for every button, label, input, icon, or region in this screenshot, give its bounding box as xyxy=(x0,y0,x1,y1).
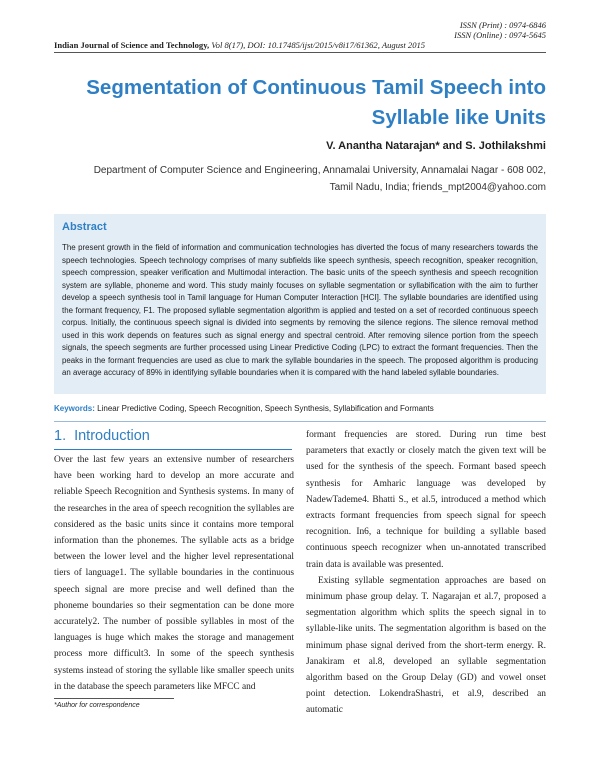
abstract-text: The present growth in the field of information and communication technologies has diverted the focus of many researchers towards the speech technologies. Speech technology comprises of many subfields like speech synthesis, speech recognition, speaker recognition, speech compression, speaker verification and Multimodal interaction. The basic units of the speech synthesis and speech recognition system are syllable, phoneme and word. This study mainly focuses on syllable segmentation or syllabification with the aim to further develop a speech synthesis tool in Tamil language for Human Computer Interaction [HCI]. The syllable boundaries are identified using the formant frequency, F1. The proposed syllable segmentation algorithm is applied and tested on a set of recorded continuous speech corpus. Initially, the continuous speech signal is divided into segments by removing the silence regions. The silence removal method used in this work depends on features such as signal energy and spectral centroid. After removing silence portion from the speech signals, the speech segments are further processed using Linear Predictive Coding (LPC) to extract the formant frequencies. Then the peaks in the formant frequencies are used as clue to mark the syllable boundaries in the speech. The proposed algorithm is producing an average accuracy of 89% in identifying syllable boundaries when it is compared with the hand labeled syllable boundaries. xyxy=(62,243,538,378)
title-line-2: Syllable like Units xyxy=(371,106,546,129)
footnote-divider xyxy=(54,698,174,699)
title-line-1: Segmentation of Continuous Tamil Speech into xyxy=(86,76,546,99)
keywords xyxy=(54,404,546,413)
intro-paragraph-1: formant frequencies are stored. During run time best parameters that exactly or closely match the given text will be used for the synthesis of the speech. Formant based speech synthesis for Amharic language was developed by NadewTademe4. Bhatti S., et al.5, introduced a method which extracts formant frequencies from speech signal for speech recognition. In6, a technique for building a syllable based continuous speech recognizer when un-annotated transcribed train data is available was presented. xyxy=(306,430,546,570)
section-heading-introduction xyxy=(54,428,150,444)
footnote: *Author for correspondence xyxy=(54,702,140,709)
issn-online: ISSN (Online) : 0974-5645 xyxy=(454,30,546,40)
keywords-text: Linear Predictive Coding, Speech Recognition, Speech Synthesis, Syllabification and Formants xyxy=(97,404,434,413)
section-title: Introduction xyxy=(74,428,150,444)
header-divider xyxy=(54,52,546,53)
journal-name: Indian Journal of Science and Technology, xyxy=(54,40,210,50)
affiliation-line-1: Department of Computer Science and Engineering, Annamalai University, Annamalai Nagar - 608 002, xyxy=(93,165,546,176)
keywords-label: Keywords: xyxy=(54,404,95,413)
intro-paragraph-2: Existing syllable segmentation approaches are based on minimum phase group delay. T. Nagarajan et al.7, proposed a segmentation algorithm which splits the speech signal in to syllable-like units. The segmentation algorithm is based on the minimum phase signal derived from the short-term energy. R. Janakiram et al.8, developed an syllable segmentation algorithm based on the Group Delay (GD) and vowel onset point detection. LokendraShastri, et al.9, described an automatic xyxy=(306,575,546,716)
section-divider xyxy=(54,449,292,450)
abstract-heading: Abstract xyxy=(62,221,107,233)
affiliation xyxy=(54,162,546,196)
intro-right-column xyxy=(306,427,546,719)
abstract-box xyxy=(54,214,546,394)
issn-block xyxy=(454,20,546,40)
affiliation-line-2: Tamil Nadu, India; friends_mpt2004@yahoo.com xyxy=(329,182,546,193)
journal-citation xyxy=(54,40,546,50)
keywords-divider xyxy=(54,421,546,422)
paper-title xyxy=(54,73,546,133)
intro-left-column: Over the last few years an extensive number of researchers have been working hard to develop an more accurate and reliable Speech Recognition and Synthesis systems. In many of the researches in the area of speech recognition the syllables are considered as the basic units since it contains more temporal information than the phonemes. The syllable acts as a bridge between the lower level and the higher level representational tiers of language1. The syllable boundaries in the continuous speech signal are more precise and well defined than the phoneme boundaries so their segmentation can be done more accurately2. The number of possible syllables in most of the languages is huge which makes the storage and management process more difficult3. In some of the speech synthesis systems instead of storing the syllable like smaller speech units in the database the speech parameters like MFCC and xyxy=(54,455,294,692)
issn-print: ISSN (Print) : 0974-6846 xyxy=(459,20,546,30)
section-number: 1. xyxy=(54,428,67,444)
author-list: V. Anantha Natarajan* and S. Jothilakshmi xyxy=(326,140,546,152)
journal-details: Vol 8(17), DOI: 10.17485/ijst/2015/v8i17/61362, August 2015 xyxy=(211,40,426,50)
